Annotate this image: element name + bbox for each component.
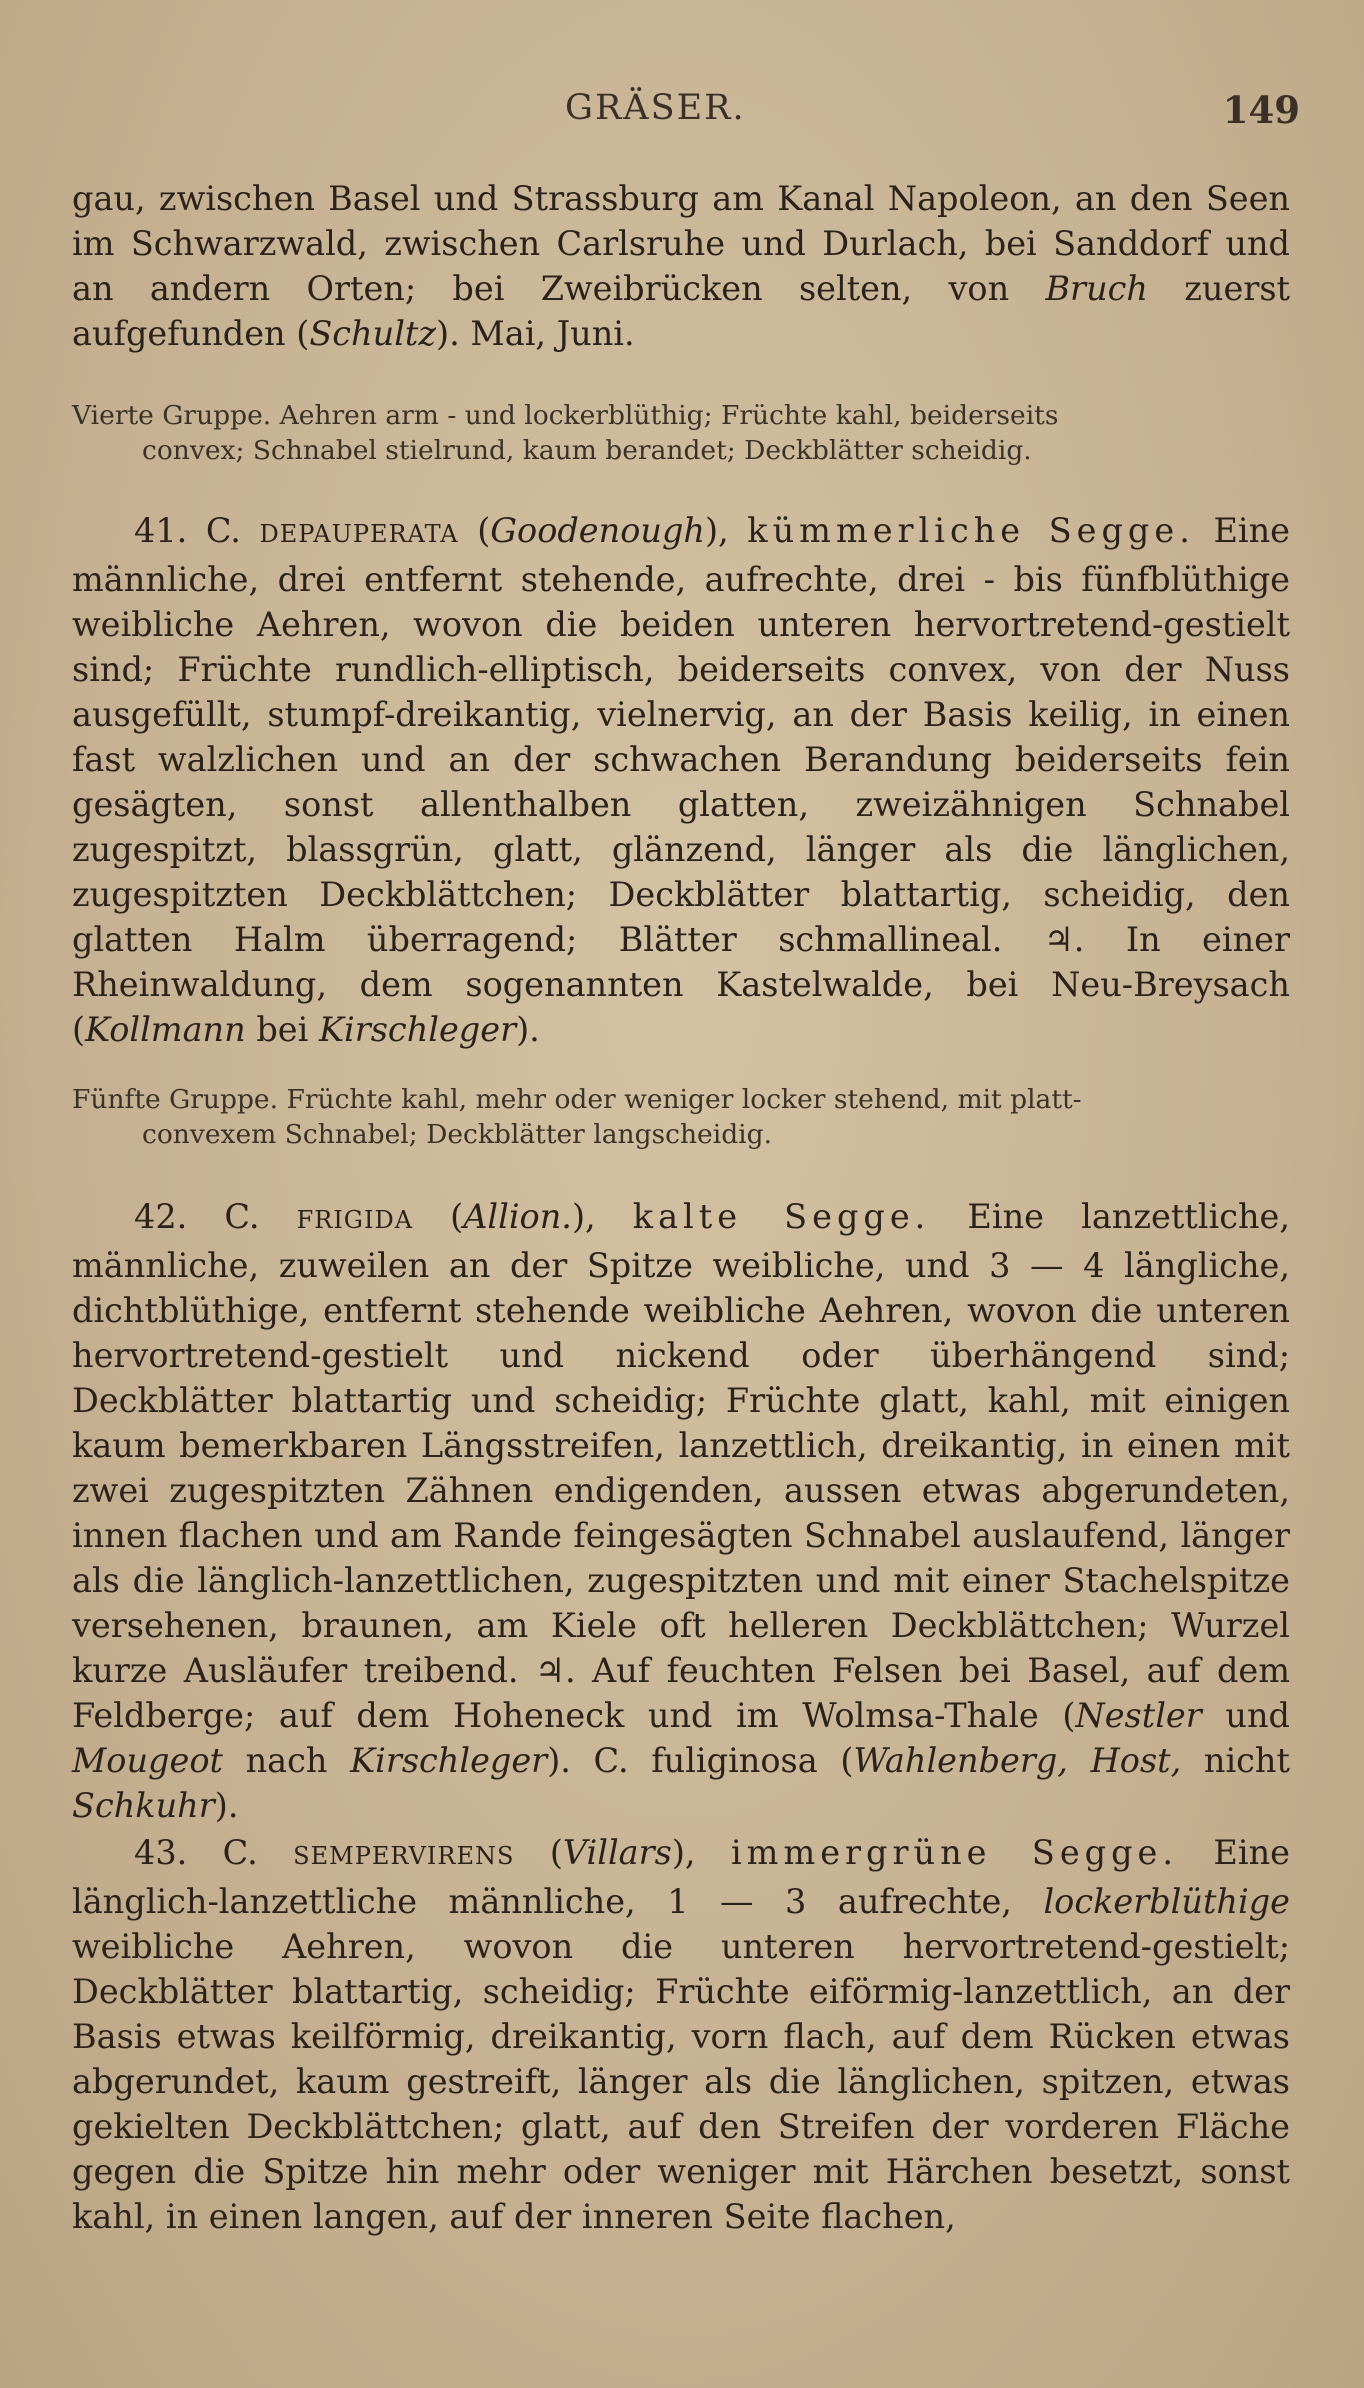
species-43-authority: Villars xyxy=(562,1833,672,1872)
running-title: GRÄSER. xyxy=(565,88,746,128)
species-42-name: FRIGIDA xyxy=(296,1206,414,1234)
species-42-block xyxy=(72,1194,1290,1828)
species-41-block xyxy=(72,508,1290,1052)
species-41-common-name: kümmerliche Segge. xyxy=(747,511,1195,550)
group-4-block xyxy=(72,398,1290,468)
species-43-name: SEMPERVIRENS xyxy=(293,1842,515,1870)
species-41-authority: Goodenough xyxy=(490,511,705,550)
species-43-common-name: immergrüne Segge. xyxy=(730,1833,1179,1872)
species-42-number: 42. C. xyxy=(134,1197,260,1236)
species-43-block xyxy=(72,1830,1290,2239)
species-42-authority: Allion. xyxy=(463,1197,572,1236)
species-41-name: DEPAUPERATA xyxy=(259,520,459,548)
group-heading-5: Fünfte Gruppe. Früchte kahl, mehr oder weniger locker stehend, mit platt- convexem Schnabel; Deckblätter langscheidig. xyxy=(72,1084,1082,1150)
group-5-block xyxy=(72,1082,1290,1152)
species-41-number: 41. C. xyxy=(134,511,241,550)
group-heading-4: Vierte Gruppe. Aehren arm - und lockerblüthig; Früchte kahl, beiderseits convex; Schnabel stielrund, kaum berandet; Deckblätter scheidig. xyxy=(72,400,1059,466)
author-bruch: Bruch xyxy=(1045,269,1148,308)
continued-paragraph: gau, zwischen Basel und Strassburg am Kanal Napoleon, an den Seen im Schwarzwald, zwischen Carlsruhe und Durlach, bei Sanddorf und an andern Orten; bei Zweibrücken selten, von Bruch zuerst aufgefunden (Schultz). Mai, Juni. xyxy=(72,179,1290,353)
species-41-entry: 41. C. DEPAUPERATA (Goodenough), kümmerliche Segge. Eine männliche, drei entfernt stehende, aufrechte, drei - bis fünfblüthige weibliche Aehren, wovon die beiden unteren hervortretend-gestielt sind; Früchte rundlich-elliptisch, beiderseits convex, von der Nuss ausgefüllt, stumpf-dreikantig, vielnervig, an der Basis keilig, in einen fast walzlichen und an der schwachen Berandung beiderseits fein gesägten, sonst allenthalben glatten, zweizähnigen Schnabel zugespitzt, blassgrün, glatt, glänzend, länger als die länglichen, zugespitzten Deckblättchen; Deckblätter blattartig, scheidig, den glatten Halm überragend; Blätter schmallineal. ♃. In einer Rheinwaldung, dem sogenannten Kastelwalde, bei Neu-Breysach (Kollmann bei Kirschleger). xyxy=(72,511,1291,1049)
page-number: 149 xyxy=(1222,88,1300,132)
species-42-entry: 42. C. FRIGIDA (Allion.), kalte Segge. Eine lanzettliche, männliche, zuweilen an der Spitze weibliche, und 3 — 4 längliche, dichtblüthige, entfernt stehende weibliche Aehren, wovon die unteren hervortretend-gestielt und nickend oder überhängend sind; Deckblätter blattartig und scheidig; Früchte glatt, kahl, mit einigen kaum bemerkbaren Längsstreifen, lanzettlich, dreikantig, in einen mit zwei zugespitzten Zähnen endigenden, aussen etwas abgerundeten, innen flachen und am Rande feingesägten Schnabel auslaufend, länger als die länglich-lanzettlichen, zugespitzten und mit einer Stachelspitze versehenen, braunen, am Kiele oft helleren Deckblättchen; Wurzel kurze Ausläufer treibend. ♃. Auf feuchten Felsen bei Basel, auf dem Feldberge; auf dem Hoheneck und im Wolmsa-Thale (Nestler und Mougeot nach Kirschleger). C. fuliginosa (Wahlenberg, Host, nicht Schkuhr). xyxy=(72,1197,1290,1825)
author-schultz: Schultz xyxy=(309,314,437,353)
continued-paragraph-block xyxy=(72,176,1290,356)
species-42-common-name: kalte Segge. xyxy=(632,1197,931,1236)
species-43-entry: 43. C. SEMPERVIRENS (Villars), immergrüne Segge. Eine länglich-lanzettliche männliche, 1 — 3 aufrechte, lockerblüthige weibliche Aehren, wovon die unteren hervortretend-gestielt; Deckblätter blattartig, scheidig; Früchte eiförmig-lanzettlich, an der Basis etwas keilförmig, dreikantig, vorn flach, auf dem Rücken etwas abgerundet, kaum gestreift, länger als die länglichen, spitzen, etwas gekielten Deckblättchen; glatt, auf den Streifen der vorderen Fläche gegen die Spitze hin mehr oder weniger mit Härchen besetzt, sonst kahl, in einen langen, auf der inneren Seite flachen, xyxy=(72,1833,1290,2236)
page-header xyxy=(70,88,1300,138)
species-43-number: 43. C. xyxy=(134,1833,258,1872)
